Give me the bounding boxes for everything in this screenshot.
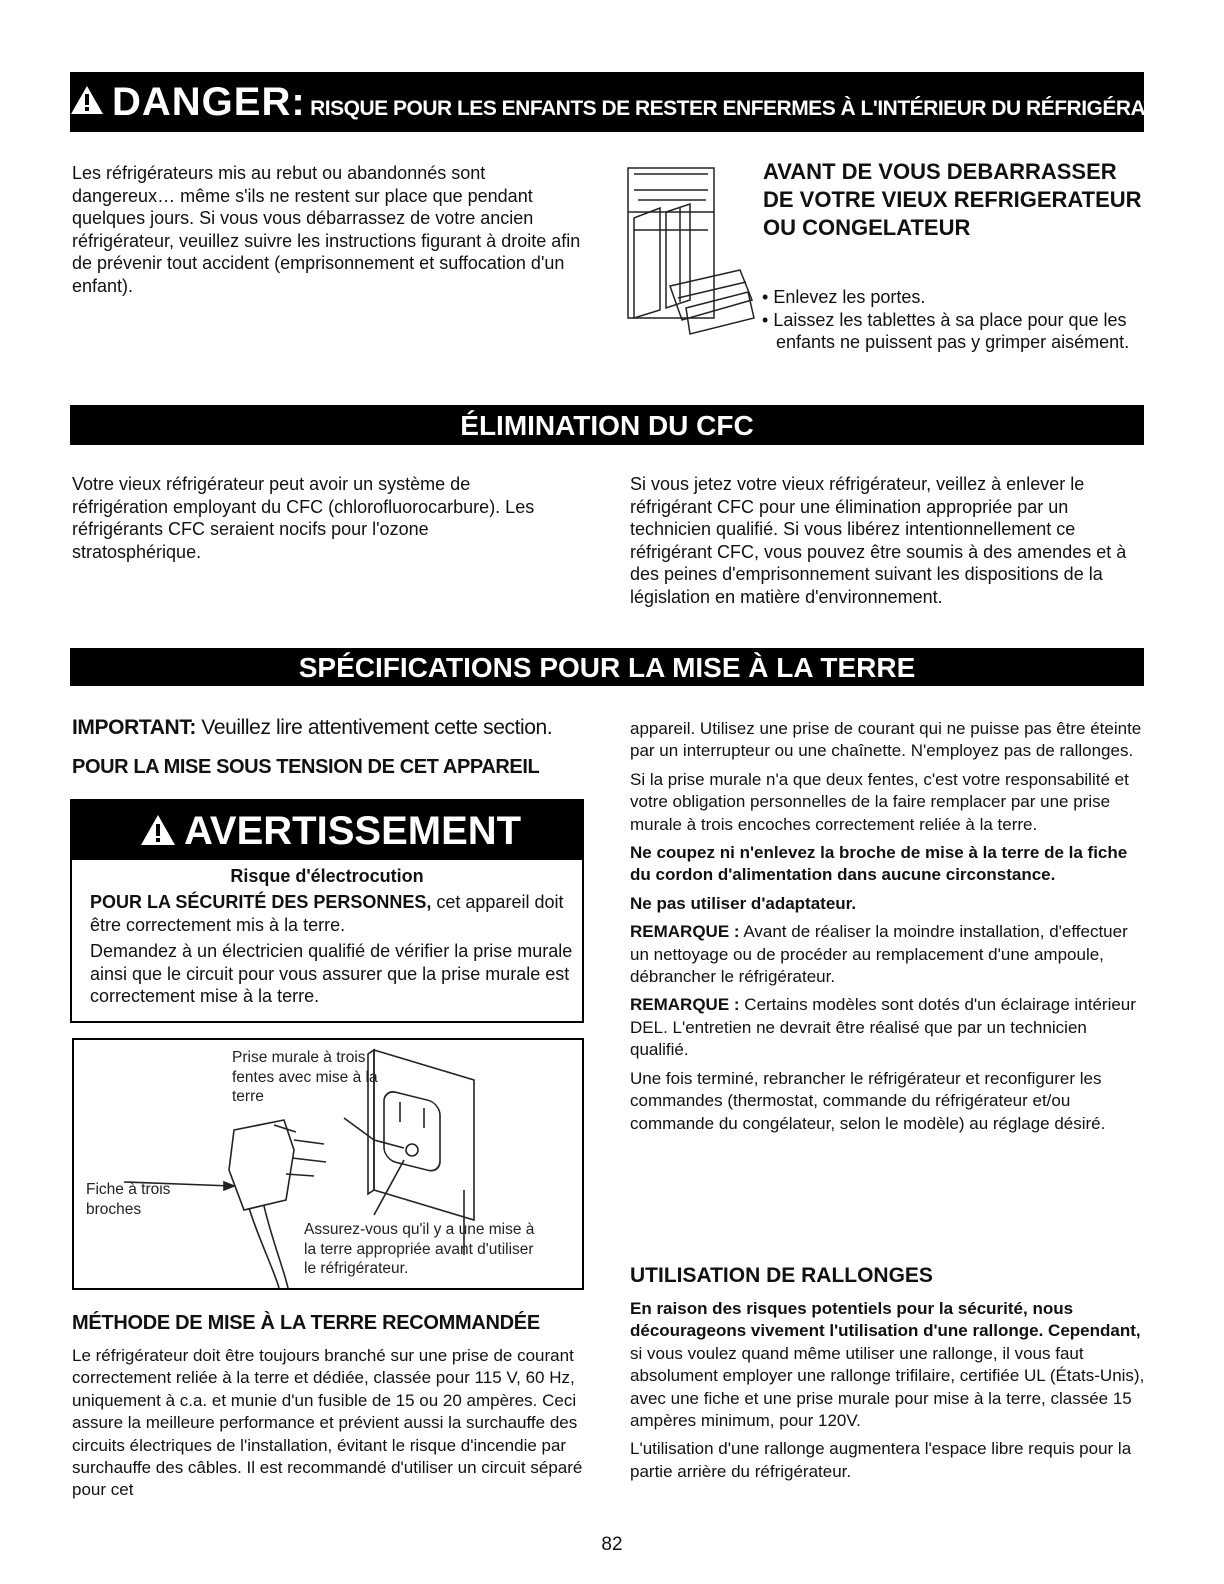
warning-p1-rest: cet appareil doit être correctement mis à la terre. [90,892,564,935]
right-p7: Une fois terminé, rebrancher le réfrigérateur et reconfigurer les commandes (thermostat, commande du réfrigérateur et/ou commande du congélateur, selon le modèle) au réglage désiré. [630,1068,1106,1133]
remarque-1-text: Avant de réaliser la moindre installation, d'effectuer un nettoyage ou de procéder au remplacement d'une ampoule, débrancher le réfrigérateur. [630,922,1128,987]
important-note [72,716,552,740]
warning-paragraph [90,891,574,936]
important-label: IMPORTANT: [72,716,196,739]
outlet-label: Prise murale à trois fentes avec mise à la terre [232,1049,378,1105]
danger-intro: Les réfrigérateurs mis au rebut ou abandonnés sont dangereux… même s'ils ne restent sur place que pendant quelques jours. Si vous vous débarrassez de votre ancien réfrigérateur, veuillez suivre les instructions figurant à droite afin de prévenir tout accident (emprisonnement et suffocation d'un enfant). [72,163,581,296]
cfc-right-text: Si vous jetez votre vieux réfrigérateur, veillez à enlever le réfrigérant CFC pour une élimination appropriée par un technicien qualifié. Si vous libérez intentionnellement ce réfrigérant CFC, vous pouvez être soumis à des amendes et à des peines d'emprisonnement suivant les dispositions de la législation en matière d'environnement. [630,474,1127,607]
important-text: Veuillez lire attentivement cette section. [195,716,553,739]
rallonges-title: UTILISATION DE RALLONGES [630,1264,933,1287]
refrigerator-doors-removed-illustration [620,160,760,338]
remarque-label: REMARQUE : [630,995,740,1015]
bullet-item: • Laissez les tablettes à sa place pour que les enfants ne puissent pas y grimper aisément. [760,309,1145,354]
grounding-right-column [630,718,1145,1135]
ground-label: Assurez-vous qu'il y a une mise à la terre appropriée avant d'utiliser le réfrigérateur. [304,1221,535,1277]
remarque-1 [630,921,1145,988]
remarque-label: REMARQUE : [630,922,740,942]
right-p1: appareil. Utilisez une prise de courant qui ne puisse pas être éteinte par un interrupteur ou une chaînette. N'employez pas de rallonges. [630,719,1142,761]
methode-text: Le réfrigérateur doit être toujours branché sur une prise de courant correctement reliée à la terre et dédiée, classée pour 115 V, 60 Hz, uniquement à c.a. et munie d'un fusible de 15 ou 20 ampères. Ceci assure la meilleure performance et prévient aussi la surchauffe des circuits électriques de l'installation, évitant le risque d'incendie par surchauffe des câbles. Il est recommandé d'utiliser un circuit séparé pour cet [72,1346,583,1500]
warning-header [72,801,582,860]
warning-p1-bold: POUR LA SÉCURITÉ DES PERSONNES, [90,892,432,912]
page-number: 82 [601,1534,623,1555]
avant-title: AVANT DE VOUS DEBARRASSER DE VOTRE VIEUX REFRIGERATEUR OU CONGELATEUR [763,159,1142,240]
methode-title: MÉTHODE DE MISE À LA TERRE RECOMMANDÉE [72,1312,540,1334]
bullet-item: • Enlevez les portes. [760,286,1145,309]
rallonges-p1 [630,1298,1145,1432]
warning-p2: Demandez à un électricien qualifié de vérifier la prise murale ainsi que le circuit pour vous assurer que la prise murale est correctement mise à la terre. [90,941,573,1007]
warning-title: AVERTISSEMENT [184,809,522,853]
rallonges-p1-rest: si vous voulez quand même utiliser une rallonge, il vous faut absolument employer une rallonge trifilaire, certifiée UL (États-Unis), avec une fiche et une prise murale pour mise à la terre, classée 15 ampères minimum, pour 120V. [630,1343,1145,1431]
danger-subtitle: RISQUE POUR LES ENFANTS DE RESTER ENFERMES À L'INTÉRIEUR DU RÉFRIGÉRATEUR [310,97,1199,120]
rallonges-p1-bold: En raison des risques potentiels pour la sécurité, nous décourageons vivement l'utilisation d'une rallonge. Cependant, [630,1299,1141,1341]
warning-triangle-icon [140,803,176,863]
warning-triangle-icon [70,81,104,141]
cfc-section-title: ÉLIMINATION DU CFC [70,405,1144,445]
warning-box [70,799,584,1023]
warning-body [72,887,582,1008]
rallonges-body [630,1298,1145,1483]
danger-word: DANGER: [112,80,306,124]
warning-subtitle: Risque d'électrocution [230,866,424,886]
right-p2: Si la prise murale n'a que deux fentes, c'est votre responsabilité et votre obligation personnelles de la faire remplacer par une prise murale à trois encoches correctement reliée à la terre. [630,769,1129,834]
plug-label: Fiche à trois broches [86,1181,171,1218]
grounding-figure [72,1038,584,1290]
danger-bullets [760,286,1145,354]
remarque-2-text: Certains modèles sont dotés d'un éclairage intérieur DEL. L'entretien ne devrait être réalisé que par un technicien qualifié. [630,995,1136,1060]
grounding-section-title: SPÉCIFICATIONS POUR LA MISE À LA TERRE [70,648,1144,686]
plug-and-outlet-illustration [74,1040,582,1288]
danger-banner [70,72,1199,132]
right-p3: Ne coupez ni n'enlevez la broche de mise à la terre de la fiche du cordon d'alimentation dans aucune circonstance. [630,843,1128,885]
right-p4: Ne pas utiliser d'adaptateur. [630,893,857,913]
power-title: POUR LA MISE SOUS TENSION DE CET APPAREIL [72,756,540,778]
rallonges-p2: L'utilisation d'une rallonge augmentera l'espace libre requis pour la partie arrière du réfrigérateur. [630,1439,1132,1481]
cfc-left-text: Votre vieux réfrigérateur peut avoir un système de réfrigération employant du CFC (chlorofluorocarbure). Les réfrigérants CFC seraient nocifs pour l'ozone stratosphérique. [72,474,535,562]
remarque-2 [630,994,1145,1061]
